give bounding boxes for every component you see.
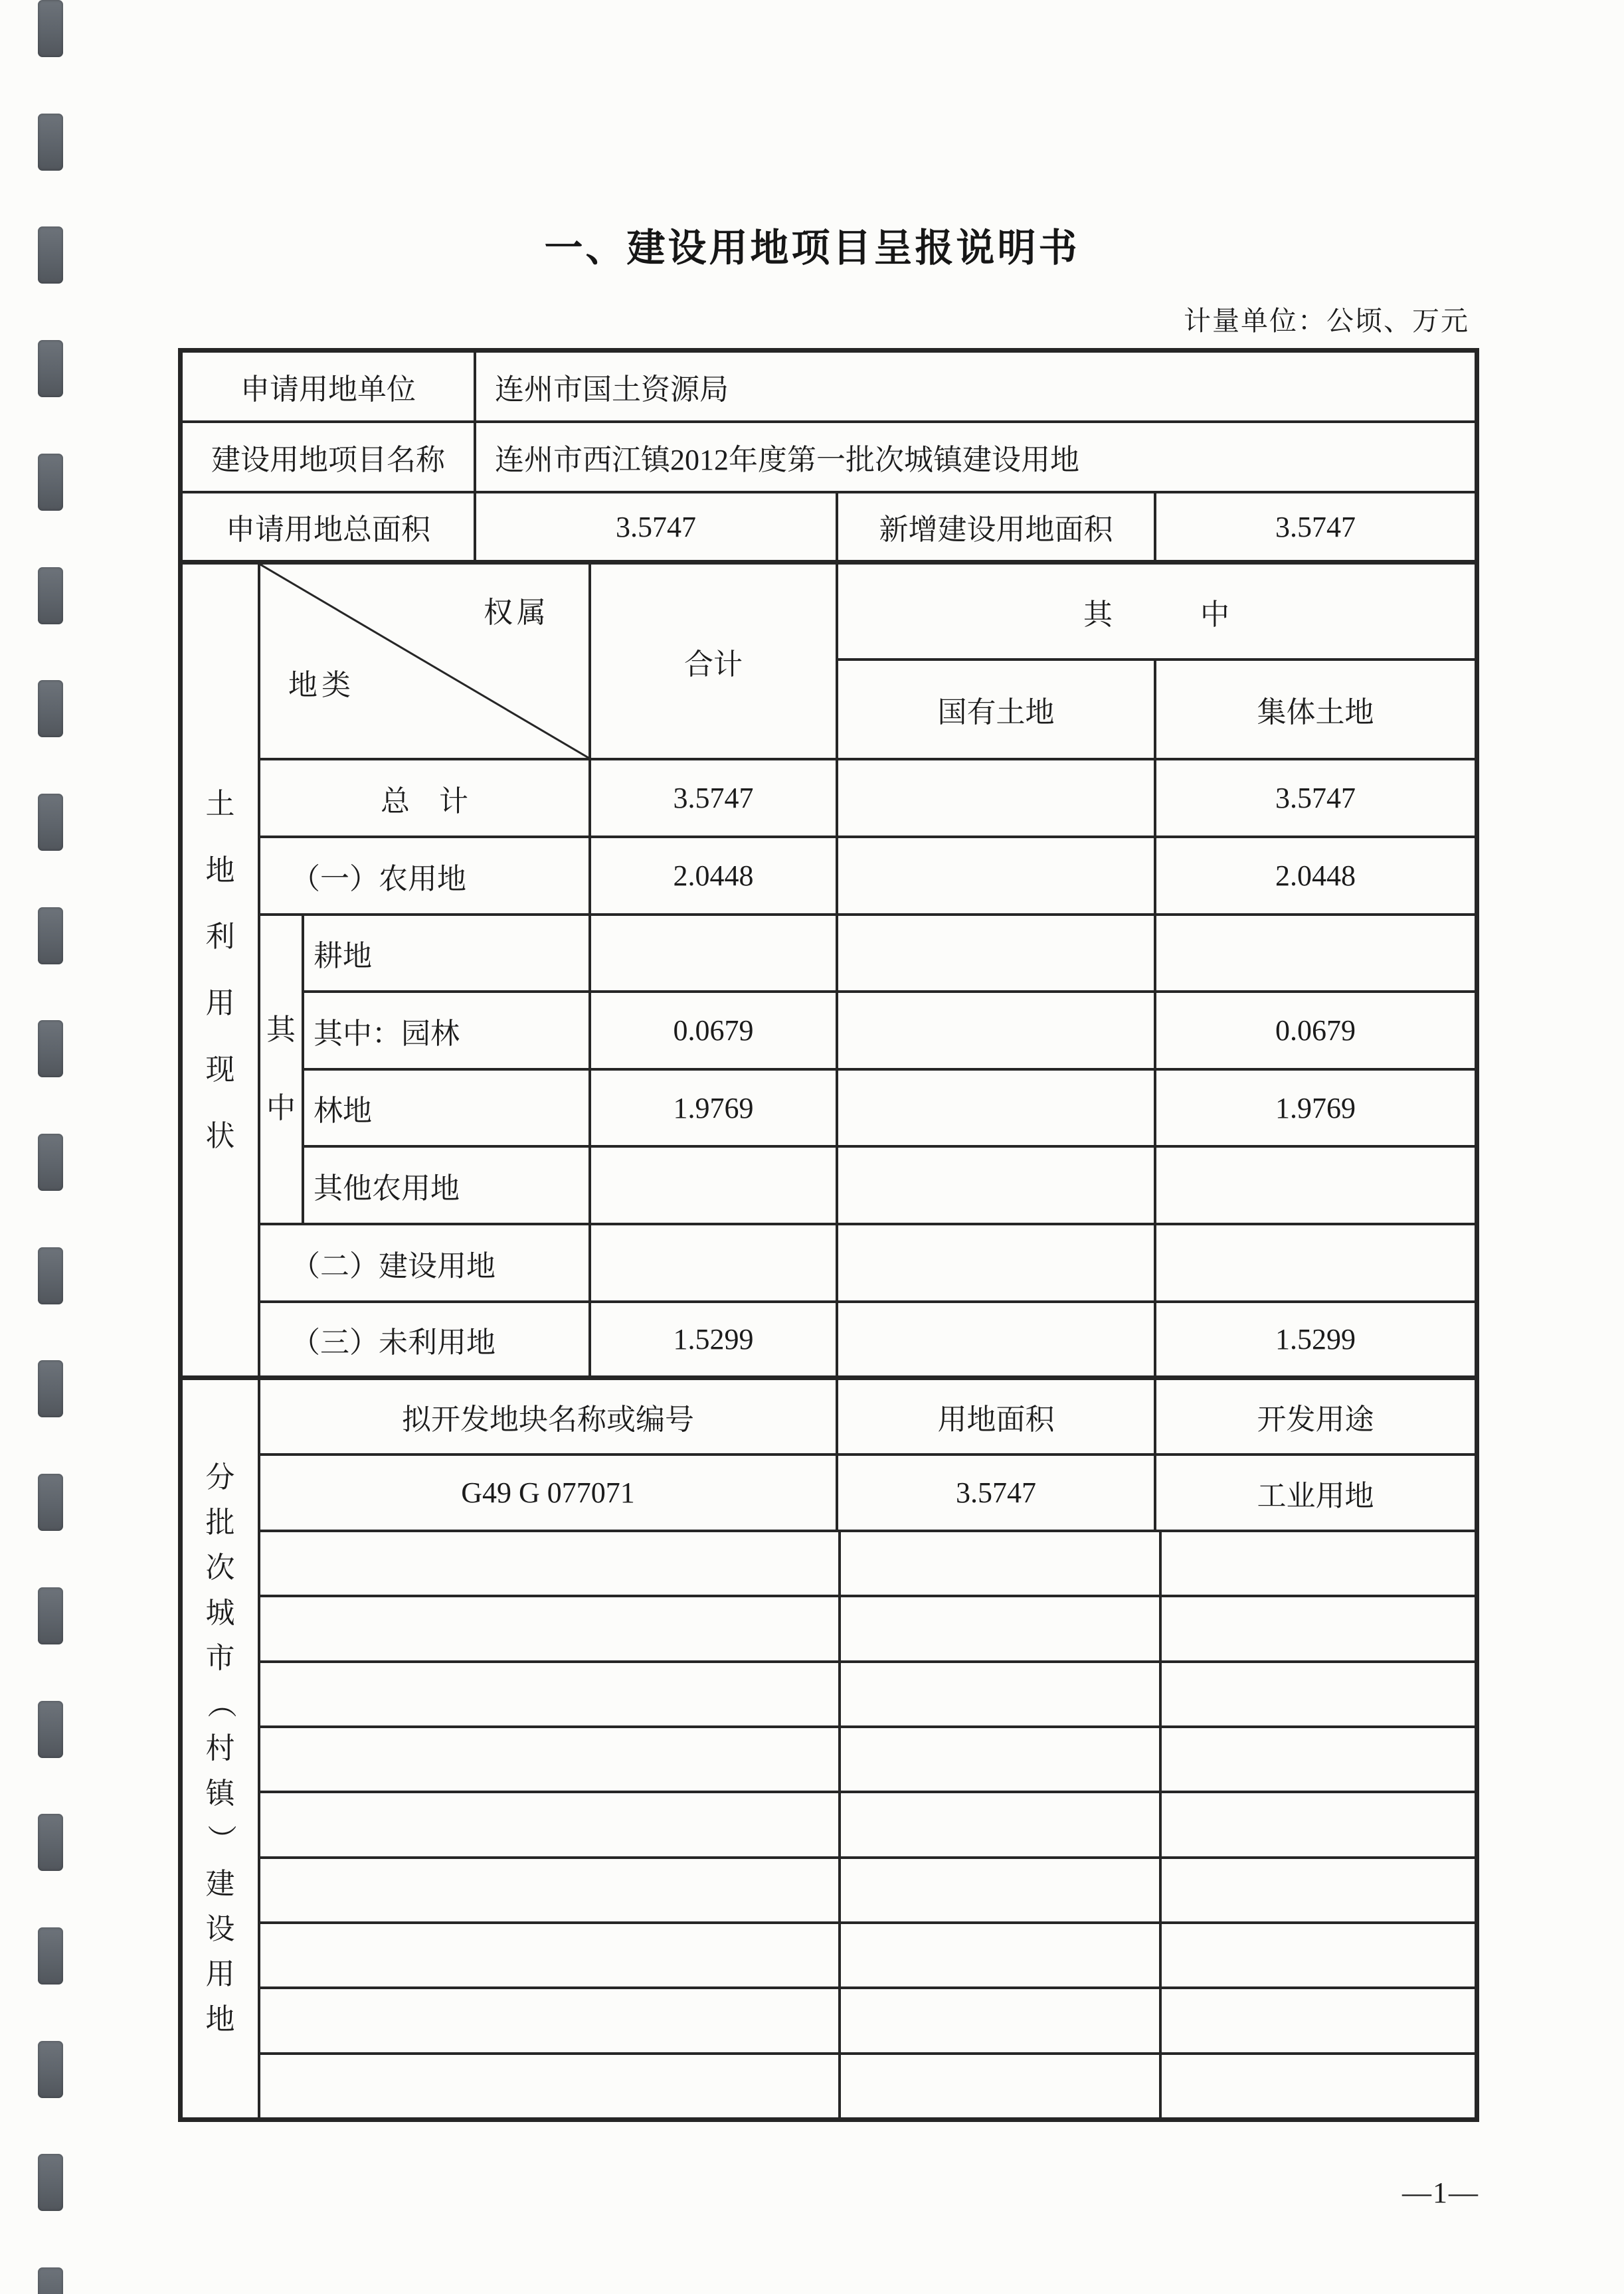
row-cultivated-state bbox=[838, 916, 1156, 993]
batch-section-side-label: 分 批 次 城 市 （ 村 镇 ） 建 设 用 地 bbox=[183, 1380, 260, 2117]
binding-hole bbox=[38, 1814, 63, 1871]
row-unused-sum: 1.5299 bbox=[591, 1303, 838, 1380]
empty-cell bbox=[260, 1859, 841, 1921]
binding-hole bbox=[38, 907, 63, 964]
category-header: 地类 bbox=[288, 669, 355, 701]
ownership-header: 权属 bbox=[484, 596, 550, 629]
empty-parcel-row bbox=[260, 1663, 1475, 1728]
total-column-header: 合计 bbox=[591, 565, 838, 760]
binding-hole bbox=[38, 454, 63, 511]
row-unused-state bbox=[838, 1303, 1156, 1380]
binding-hole bbox=[38, 567, 63, 624]
row-forest-label: 林地 bbox=[304, 1071, 591, 1148]
row-construction-label: （二）建设用地 bbox=[260, 1225, 591, 1303]
binding-hole bbox=[38, 1134, 63, 1191]
row-garden-state bbox=[838, 993, 1156, 1071]
empty-parcel-rows bbox=[260, 1532, 1475, 2117]
row-agricultural-sum: 2.0448 bbox=[591, 838, 838, 916]
parcel-purpose-header: 开发用途 bbox=[1156, 1380, 1475, 1456]
empty-cell bbox=[1162, 1663, 1475, 1725]
row-agricultural-state bbox=[838, 838, 1156, 916]
land-application-table bbox=[178, 348, 1479, 2122]
row-other-agri-label: 其他农用地 bbox=[304, 1148, 591, 1225]
empty-cell bbox=[1162, 1532, 1475, 1595]
empty-cell bbox=[1162, 2055, 1475, 2117]
empty-cell bbox=[260, 1793, 841, 1856]
empty-cell bbox=[260, 1663, 841, 1725]
empty-cell bbox=[260, 1728, 841, 1791]
binding-hole bbox=[38, 1587, 63, 1644]
applicant-unit-value: 连州市国土资源局 bbox=[476, 353, 1475, 423]
parcel-name-value: G49 G 077071 bbox=[260, 1456, 838, 1532]
empty-parcel-row bbox=[260, 1989, 1475, 2054]
empty-cell bbox=[841, 1859, 1162, 1921]
empty-cell bbox=[1162, 1989, 1475, 2052]
row-other-agri-sum bbox=[591, 1148, 838, 1225]
empty-cell bbox=[1162, 1859, 1475, 1921]
row-unused-label: （三）未利用地 bbox=[260, 1303, 591, 1380]
row-garden-label: 其中：园林 bbox=[304, 993, 591, 1071]
empty-cell bbox=[260, 1532, 841, 1595]
empty-cell bbox=[841, 1989, 1162, 2052]
measurement-unit-note: 计量单位：公顷、万元 bbox=[1184, 306, 1469, 336]
parcel-area-value: 3.5747 bbox=[838, 1456, 1156, 1532]
applicant-unit-label: 申请用地单位 bbox=[183, 353, 476, 423]
new-construction-area-label: 新增建设用地面积 bbox=[838, 493, 1156, 565]
empty-cell bbox=[1162, 1597, 1475, 1660]
binding-hole bbox=[38, 794, 63, 851]
empty-cell bbox=[260, 1989, 841, 2052]
binding-hole bbox=[38, 2154, 63, 2211]
parcel-area-header: 用地面积 bbox=[838, 1380, 1156, 1456]
new-construction-area-value: 3.5747 bbox=[1156, 493, 1475, 565]
among-group-header: 其 中 bbox=[838, 565, 1475, 661]
row-total-collective: 3.5747 bbox=[1156, 760, 1475, 838]
binding-hole bbox=[38, 2267, 63, 2294]
page-number: —1— bbox=[1402, 2176, 1479, 2209]
page-title: 一、建设用地项目呈报说明书 bbox=[544, 226, 1080, 270]
empty-parcel-row bbox=[260, 1924, 1475, 1989]
row-other-agri-collective bbox=[1156, 1148, 1475, 1225]
among-sub-column: 其 中 bbox=[260, 916, 304, 1225]
row-forest-sum: 1.9769 bbox=[591, 1071, 838, 1148]
empty-cell bbox=[841, 1532, 1162, 1595]
empty-cell bbox=[260, 1597, 841, 1660]
parcel-name-header: 拟开发地块名称或编号 bbox=[260, 1380, 838, 1456]
binding-hole bbox=[38, 2041, 63, 2098]
empty-parcel-row bbox=[260, 1728, 1475, 1793]
row-cultivated-collective bbox=[1156, 916, 1475, 993]
binding-hole bbox=[38, 1701, 63, 1758]
binding-hole bbox=[38, 1020, 63, 1077]
binding-hole bbox=[38, 1247, 63, 1304]
empty-parcel-row bbox=[260, 1597, 1475, 1662]
binding-hole bbox=[38, 340, 63, 397]
row-construction-sum bbox=[591, 1225, 838, 1303]
collective-land-header: 集体土地 bbox=[1156, 661, 1475, 760]
row-agricultural-collective: 2.0448 bbox=[1156, 838, 1475, 916]
row-garden-collective: 0.0679 bbox=[1156, 993, 1475, 1071]
binding-hole bbox=[38, 0, 63, 57]
row-cultivated-sum bbox=[591, 916, 838, 993]
row-construction-state bbox=[838, 1225, 1156, 1303]
row-forest-state bbox=[838, 1071, 1156, 1148]
empty-cell bbox=[841, 1597, 1162, 1660]
empty-cell bbox=[841, 1728, 1162, 1791]
binding-hole bbox=[38, 680, 63, 737]
empty-parcel-row bbox=[260, 1859, 1475, 1924]
empty-cell bbox=[841, 1924, 1162, 1986]
state-land-header: 国有土地 bbox=[838, 661, 1156, 760]
empty-cell bbox=[1162, 1924, 1475, 1986]
row-agricultural-label: （一）农用地 bbox=[260, 838, 591, 916]
row-garden-sum: 0.0679 bbox=[591, 993, 838, 1071]
row-forest-collective: 1.9769 bbox=[1156, 1071, 1475, 1148]
total-area-value: 3.5747 bbox=[476, 493, 838, 565]
empty-parcel-row bbox=[260, 2055, 1475, 2117]
row-other-agri-state bbox=[838, 1148, 1156, 1225]
empty-cell bbox=[1162, 1728, 1475, 1791]
row-total-state bbox=[838, 760, 1156, 838]
binding-hole bbox=[38, 1927, 63, 1985]
project-name-value: 连州市西江镇2012年度第一批次城镇建设用地 bbox=[476, 423, 1475, 493]
binding-hole bbox=[38, 114, 63, 171]
binding-hole bbox=[38, 1474, 63, 1531]
landuse-side-label: 土 地 利 用 现 状 bbox=[183, 565, 260, 1380]
row-total-label: 总 计 bbox=[260, 760, 591, 838]
diagonal-header-cell bbox=[260, 565, 591, 760]
empty-cell bbox=[841, 2055, 1162, 2117]
empty-cell bbox=[841, 1663, 1162, 1725]
row-total-sum: 3.5747 bbox=[591, 760, 838, 838]
binding-hole bbox=[38, 1360, 63, 1417]
row-cultivated-label: 耕地 bbox=[304, 916, 591, 993]
row-unused-collective: 1.5299 bbox=[1156, 1303, 1475, 1380]
total-area-label: 申请用地总面积 bbox=[183, 493, 476, 565]
empty-cell bbox=[841, 1793, 1162, 1856]
empty-cell bbox=[1162, 1793, 1475, 1856]
empty-cell bbox=[260, 2055, 841, 2117]
project-name-label: 建设用地项目名称 bbox=[183, 423, 476, 493]
row-construction-collective bbox=[1156, 1225, 1475, 1303]
empty-parcel-row bbox=[260, 1532, 1475, 1597]
empty-cell bbox=[260, 1924, 841, 1986]
empty-parcel-row bbox=[260, 1793, 1475, 1858]
parcel-purpose-value: 工业用地 bbox=[1156, 1456, 1475, 1532]
